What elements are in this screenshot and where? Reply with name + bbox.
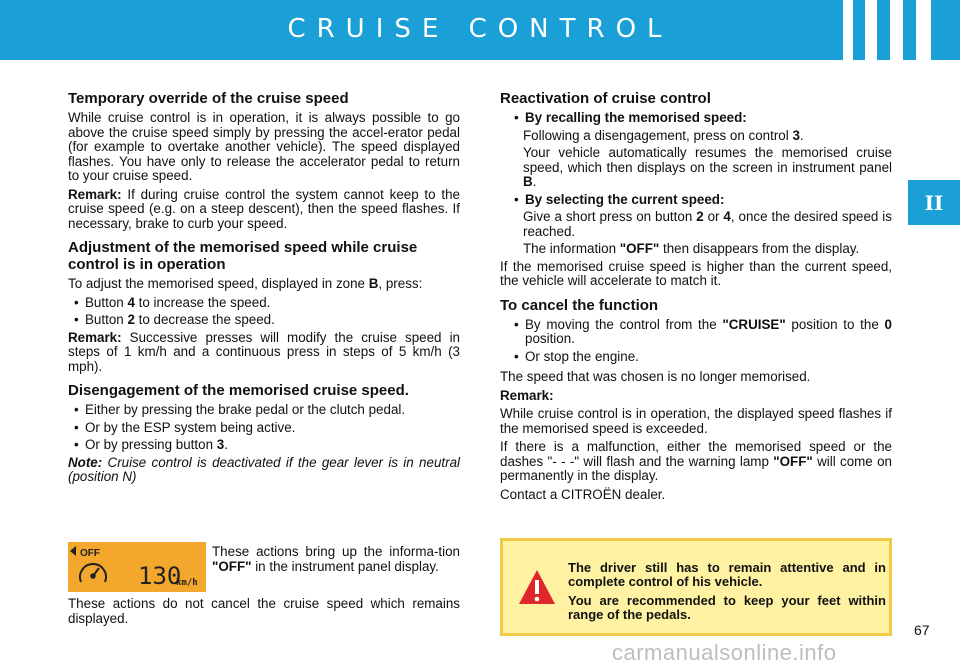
warning-box xyxy=(500,538,892,636)
text: Following a disengagement, press on control xyxy=(523,127,793,143)
text: in the instrument panel display. xyxy=(251,558,439,574)
button-number: 4 xyxy=(723,209,731,224)
text: . xyxy=(799,127,804,143)
bullet-item: • By moving the control from the "CRUISE" position to the 0 position. xyxy=(514,316,892,346)
display-illustration xyxy=(68,542,206,592)
bullet-item: • By recalling the memorised speed: xyxy=(514,111,892,126)
text: Or by the ESP system being active. xyxy=(85,419,296,435)
zone-label: B xyxy=(523,174,533,189)
remark-label: Remark: xyxy=(68,186,122,202)
text: will come on permanently in the display. xyxy=(500,453,892,483)
display-description xyxy=(212,545,460,574)
text: Give a short press on button xyxy=(523,209,697,224)
header-stripe xyxy=(916,0,931,60)
speed-readout: 130 xyxy=(138,562,182,590)
text: Or by pressing button xyxy=(85,437,217,452)
warning-triangle-icon xyxy=(517,568,557,608)
text: These actions bring up the informa-tion xyxy=(212,544,460,559)
remark-paragraph xyxy=(68,188,460,232)
section-heading: Adjustment of the memorised speed while cruise control is in operation xyxy=(68,239,418,273)
remark-label xyxy=(500,389,892,404)
text: or xyxy=(703,209,724,224)
remark-label-text: Remark: xyxy=(500,387,554,403)
button-number: 2 xyxy=(127,312,135,327)
remark-text: If during cruise control the system cannot keep to the cruise speed (e.g. on a steep descent), then the speed flashes. If necessary, brake to curb your speed. xyxy=(68,186,460,231)
button-number: 3 xyxy=(216,437,225,452)
text: position to the xyxy=(785,316,885,332)
header-stripe xyxy=(890,0,903,60)
note-text: Cruise control is deactivated if the gear lever is in neutral (position N) xyxy=(68,454,460,484)
cruise-text: "CRUISE" xyxy=(722,316,786,332)
header-banner xyxy=(0,0,960,60)
text: Either by pressing the brake pedal or the clutch pedal. xyxy=(85,402,406,417)
paragraph xyxy=(523,242,892,257)
bullet-title: By recalling the memorised speed: xyxy=(525,110,747,125)
paragraph xyxy=(523,129,892,144)
text: then disappears from the display. xyxy=(659,241,860,256)
warning-line: You are recommended to keep your feet within range of the pedals. xyxy=(568,593,886,622)
text: , once the desired speed is reached. xyxy=(523,209,892,239)
note-label: Note: xyxy=(68,454,103,470)
off-label: OFF xyxy=(80,548,100,559)
zone-label: B xyxy=(368,276,379,291)
paragraph: Contact a CITROËN dealer. xyxy=(500,486,666,502)
header-stripe xyxy=(843,0,853,60)
warning-line: The driver still has to remain attentive and in complete control of his vehicle. xyxy=(568,560,886,589)
text: Your vehicle automatically resumes the memorised cruise speed, which then displays on the screen in instrument panel xyxy=(523,145,892,175)
page-number: 67 xyxy=(914,622,930,638)
section-heading: Temporary override of the cruise speed xyxy=(68,90,349,107)
text: to increase the speed. xyxy=(134,294,271,310)
bullet-title: By selecting the current speed: xyxy=(525,191,725,207)
bullet-item: • Button 2 to decrease the speed. xyxy=(74,312,275,327)
section-heading: To cancel the function xyxy=(500,296,659,314)
remark-label: Remark: xyxy=(68,329,122,345)
off-text: "OFF" xyxy=(773,453,813,469)
paragraph xyxy=(500,440,892,484)
text: to decrease the speed. xyxy=(134,312,275,327)
text: . xyxy=(532,174,537,189)
speed-unit: km/h xyxy=(176,578,198,588)
bullet-item: • Or by pressing button 3. xyxy=(74,437,228,452)
paragraph: If the memorised cruise speed is higher than the current speed, the vehicle will accelerate to match it. xyxy=(500,258,892,288)
control-number: 3 xyxy=(792,127,800,143)
bullet-item: • Either by pressing the brake pedal or the clutch pedal. xyxy=(74,403,460,418)
section-heading: Reactivation of cruise control xyxy=(500,90,711,107)
remark-text: Successive presses will modify the cruise speed in steps of 1 km/h and a continuous press in steps of 5 km/h (3 mph). xyxy=(68,329,460,374)
paragraph: The speed that was chosen is no longer memorised. xyxy=(500,369,811,384)
text: Button xyxy=(85,294,128,310)
paragraph xyxy=(523,146,892,190)
bullet-item: • Or by the ESP system being active. xyxy=(74,421,460,436)
text: . xyxy=(224,437,228,452)
display-footnote: These actions do not cancel the cruise speed which remains displayed. xyxy=(68,596,460,626)
arrow-icon xyxy=(70,546,76,556)
off-text: "OFF" xyxy=(212,558,252,574)
button-number: 2 xyxy=(696,209,704,224)
speedometer-icon xyxy=(80,564,106,582)
header-stripe xyxy=(865,0,877,60)
button-number: 4 xyxy=(127,294,135,310)
text: The information xyxy=(523,241,620,256)
text: , press: xyxy=(378,276,423,291)
bullet-item: • Button 4 to increase the speed. xyxy=(74,294,271,310)
position-number: 0 xyxy=(884,316,892,332)
text: position. xyxy=(525,331,575,346)
instrument-display xyxy=(68,542,206,592)
off-text: "OFF" xyxy=(619,241,660,256)
paragraph: While cruise control is in operation, the displayed speed flashes if the memorised speed is exceeded. xyxy=(500,406,892,436)
chapter-tab[interactable]: II xyxy=(908,180,960,225)
remark-paragraph xyxy=(68,331,460,375)
paragraph xyxy=(68,277,460,292)
note-paragraph xyxy=(68,456,460,485)
section-heading: Disengagement of the memorised cruise speed. xyxy=(68,382,409,399)
text: Button xyxy=(85,312,128,327)
right-column xyxy=(500,90,892,506)
text: Or stop the engine. xyxy=(525,348,639,364)
paragraph: While cruise control is in operation, it is always possible to go above the cruise speed simply by pressing the accel-erator pedal (for example to overtake another vehicle). The speed displayed flashes. You have only to release the accelerator pedal to return to your cruise speed. xyxy=(68,110,460,183)
bullet-item: • Or stop the engine. xyxy=(514,350,892,365)
page-title: CRUISE CONTROL xyxy=(287,14,673,44)
watermark: carmanualsonline.info xyxy=(612,640,837,665)
warning-text xyxy=(568,561,886,627)
bullet-item: • By selecting the current speed: xyxy=(514,193,892,208)
text: To adjust the memorised speed, displayed in zone xyxy=(68,276,369,291)
text: If there is a malfunction, either the memorised speed or the dashes "- - -" will flash and the warning lamp xyxy=(500,439,892,469)
left-column xyxy=(68,90,460,489)
text: By moving the control from the xyxy=(525,316,723,332)
paragraph xyxy=(523,210,892,239)
